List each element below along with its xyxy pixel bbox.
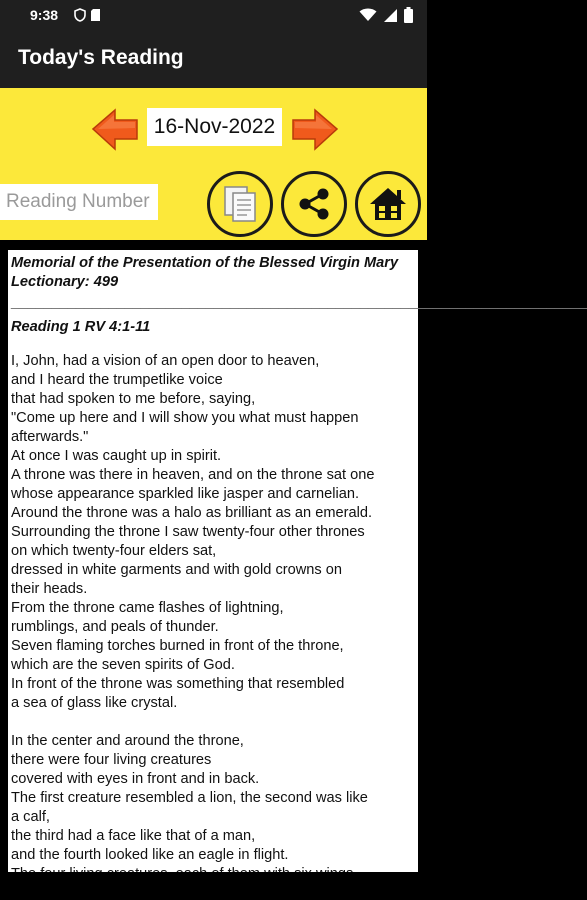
status-right-icons <box>359 7 413 23</box>
sd-card-icon <box>90 8 101 22</box>
reading-line: The first creature resembled a lion, the second was like <box>11 790 368 806</box>
reading-line: that had spoken to me before, saying, <box>11 391 256 407</box>
app-bar <box>0 32 427 88</box>
reading-line: I, John, had a vision of an open door to heaven, <box>11 353 320 369</box>
reading-text-panel[interactable] <box>8 250 587 872</box>
prev-date-button[interactable] <box>90 108 140 152</box>
reading-line: Around the throne was a halo as brilliant as an emerald. <box>11 505 373 521</box>
blank-line <box>11 713 415 732</box>
reading-line: on which twenty-four elders sat, <box>11 543 217 559</box>
shield-icon <box>74 8 86 22</box>
reading-line: rumblings, and peals of thunder. <box>11 619 219 635</box>
next-date-button[interactable] <box>290 108 340 152</box>
reading-line: covered with eyes in front and in back. <box>11 771 260 787</box>
reading-line: At once I was caught up in spirit. <box>11 448 222 464</box>
status-time: 9:38 <box>30 7 59 23</box>
status-left-icons <box>74 8 101 22</box>
reading-body <box>11 352 415 884</box>
reading-line: whose appearance sparkled like jasper and carnelian. <box>11 486 360 502</box>
date-display: 16-Nov-2022 <box>147 108 282 146</box>
reading-line: there were four living creatures <box>11 752 212 768</box>
reading-line: Seven flaming torches burned in front of the throne, <box>11 638 344 654</box>
reading-line: From the throne came flashes of lightning, <box>11 600 284 616</box>
reading-line: A throne was there in heaven, and on the throne sat one <box>11 467 375 483</box>
reading-line: In the center and around the throne, <box>11 733 244 749</box>
app-title: Today's Reading <box>18 46 184 69</box>
wifi-icon <box>359 8 377 22</box>
reading-line: dressed in white garments and with gold crowns on <box>11 562 342 578</box>
lectionary-label: Lectionary: 499 <box>11 274 119 290</box>
memorial-title: Memorial of the Presentation of the Blessed Virgin Mary <box>11 255 399 271</box>
reading-line: a sea of glass like crystal. <box>11 695 178 711</box>
reading-line: "Come up here and I will show you what must happen <box>11 410 359 426</box>
home-button[interactable] <box>355 171 421 237</box>
bottom-bar <box>0 872 427 900</box>
separator-line: _______________________________________________________________________ <box>11 294 587 310</box>
share-button[interactable] <box>281 171 347 237</box>
arrow-left-icon <box>93 110 137 149</box>
reading-line: their heads. <box>11 581 88 597</box>
reading-line: and the fourth looked like an eagle in flight. <box>11 847 289 863</box>
reading-line: which are the seven spirits of God. <box>11 657 235 673</box>
reading-line: the third had a face like that of a man, <box>11 828 256 844</box>
battery-icon <box>404 7 413 23</box>
status-bar <box>0 0 427 32</box>
share-icon <box>296 186 332 222</box>
reading-number-input[interactable] <box>0 184 158 220</box>
copy-button[interactable] <box>207 171 273 237</box>
reading-line: and I heard the trumpetlike voice <box>11 372 223 388</box>
signal-icon <box>383 8 398 23</box>
reading-line: Surrounding the throne I saw twenty-four other thrones <box>11 524 365 540</box>
arrow-right-icon <box>293 110 337 149</box>
copy-icon <box>221 184 259 224</box>
reading-line: a calf, <box>11 809 50 825</box>
reading-line: In front of the throne was something that resembled <box>11 676 345 692</box>
home-icon <box>367 185 409 223</box>
reading-line: afterwards." <box>11 429 89 445</box>
reading-reference: Reading 1 RV 4:1-11 <box>11 319 151 335</box>
